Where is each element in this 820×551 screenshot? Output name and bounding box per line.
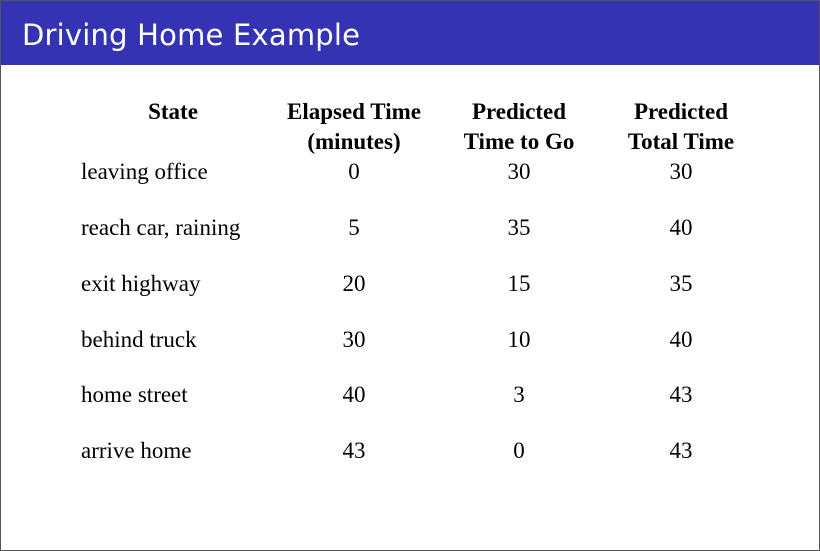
total-cell: 43	[669, 438, 693, 463]
to-go-cell: 0	[513, 438, 525, 463]
header-state	[113, 97, 233, 127]
elapsed-cell: 40	[342, 382, 366, 407]
title-bar	[1, 1, 819, 65]
state-cell: arrive home	[81, 438, 192, 463]
state-cell: reach car, raining	[81, 215, 241, 240]
header-elapsed-line-1: Elapsed Time	[287, 99, 421, 124]
state-cell: home street	[81, 382, 188, 407]
state-cell: leaving office	[81, 159, 208, 184]
header-state-line-1: State	[148, 99, 198, 124]
header-elapsed-line-2: (minutes)	[307, 129, 401, 154]
total-cell: 30	[669, 159, 693, 184]
total-cell: 43	[669, 382, 693, 407]
elapsed-cell: 43	[342, 438, 366, 463]
total-cell: 35	[669, 271, 693, 296]
to-go-cell: 15	[507, 271, 531, 296]
total-cell: 40	[669, 215, 693, 240]
header-to-go-line-1: Predicted	[471, 99, 567, 124]
total-cell: 40	[669, 327, 693, 352]
slide-title: Driving Home Example	[22, 18, 361, 52]
header-total-line-1: Predicted	[633, 99, 729, 124]
header-to-go-line-2: Time to Go	[463, 129, 575, 154]
to-go-cell: 10	[507, 327, 531, 352]
to-go-cell: 35	[507, 215, 531, 240]
elapsed-cell: 5	[348, 215, 360, 240]
state-cell: behind truck	[81, 327, 197, 352]
header-time-to-go	[444, 97, 594, 157]
header-total-line-2: Total Time	[627, 129, 735, 154]
elapsed-cell: 30	[342, 327, 366, 352]
header-total-time	[606, 97, 756, 157]
elapsed-cell: 20	[342, 271, 366, 296]
to-go-cell: 30	[507, 159, 531, 184]
to-go-cell: 3	[513, 382, 525, 407]
state-cell: exit highway	[81, 271, 201, 296]
header-elapsed-time	[269, 97, 439, 157]
elapsed-cell: 0	[348, 159, 360, 184]
